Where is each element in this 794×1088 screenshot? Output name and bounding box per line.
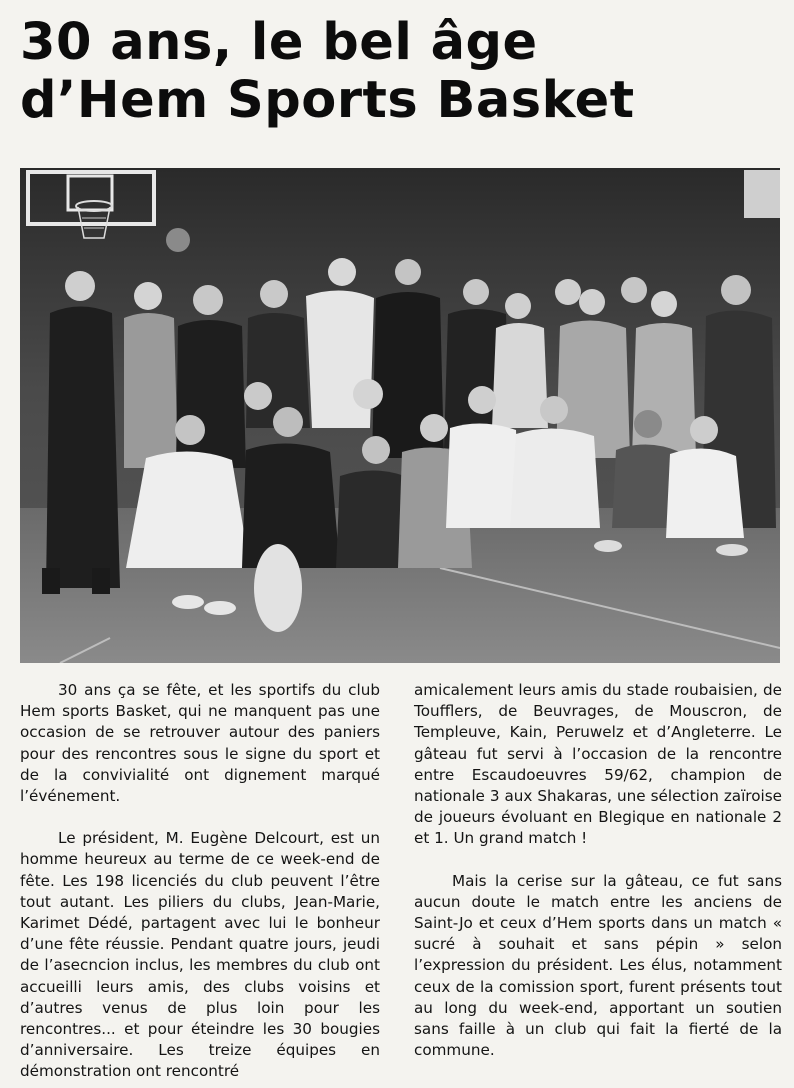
article-paragraph: amicalement leurs amis du stade roubaisien, de Toufflers, de Beuvrages, de Mouscron, de Templeuve, Kain, Peruwelz et d’Angleterre. Le gâteau fut servi à l’occasion de la rencontre entre Escaudoeuvres 59/62, champion de nationale 3 aux Shakaras, une sélection zaïroise de joueurs évoluant en Blegique en nationale 2 et 1. Un grand match ! — [414, 681, 782, 848]
headline — [20, 14, 780, 130]
article-paragraph: Le président, M. Eugène Delcourt, est un homme heureux au terme de ce week-end de fête. Les 198 licenciés du club peuvent l’être tout autant. Les piliers du clubs, Jean-Marie, Karimet Dédé, partagent avec lui le bonheur d’une fête réussie. Pendant quatre jours, jeudi de l’asecncion inclus, les membres du club ont accueilli leurs amis, des clubs voisins et d’autres venus de plus loin pour les rencontres... et pour éteindre les 30 bougies d’anniversaire. Les treize équipes en démonstration ont rencontré — [20, 829, 380, 1081]
group-photo-illustration — [20, 168, 780, 663]
group-photo — [20, 168, 780, 663]
article-paragraph: Mais la cerise sur la gâteau, ce fut sans aucun doute le match entre les anciens de Saint-Jo et ceux d’Hem sports dans un match « sucré à souhait et sans pépin » selon l’expression du président. Les élus, notamment ceux de la comission sport, furent présents tout au long du week-end, apportant un soutien sans faille à un club qui fait la fierté de la commune. — [414, 871, 782, 1060]
headline-line-2: d’Hem Sports Basket — [20, 71, 635, 130]
basketball-icon — [166, 228, 190, 252]
article-column-left — [20, 680, 380, 1083]
article-paragraph: 30 ans ça se fête, et les sportifs du club Hem sports Basket, qui ne manquent pas une occasion de se retrouver autour des paniers pour des rencontres sous le signe du sport et de la convivialité ont dignement marqué l’événement. — [20, 681, 380, 806]
article-column-right — [414, 680, 782, 1061]
headline-line-1: 30 ans, le bel âge — [20, 13, 538, 72]
